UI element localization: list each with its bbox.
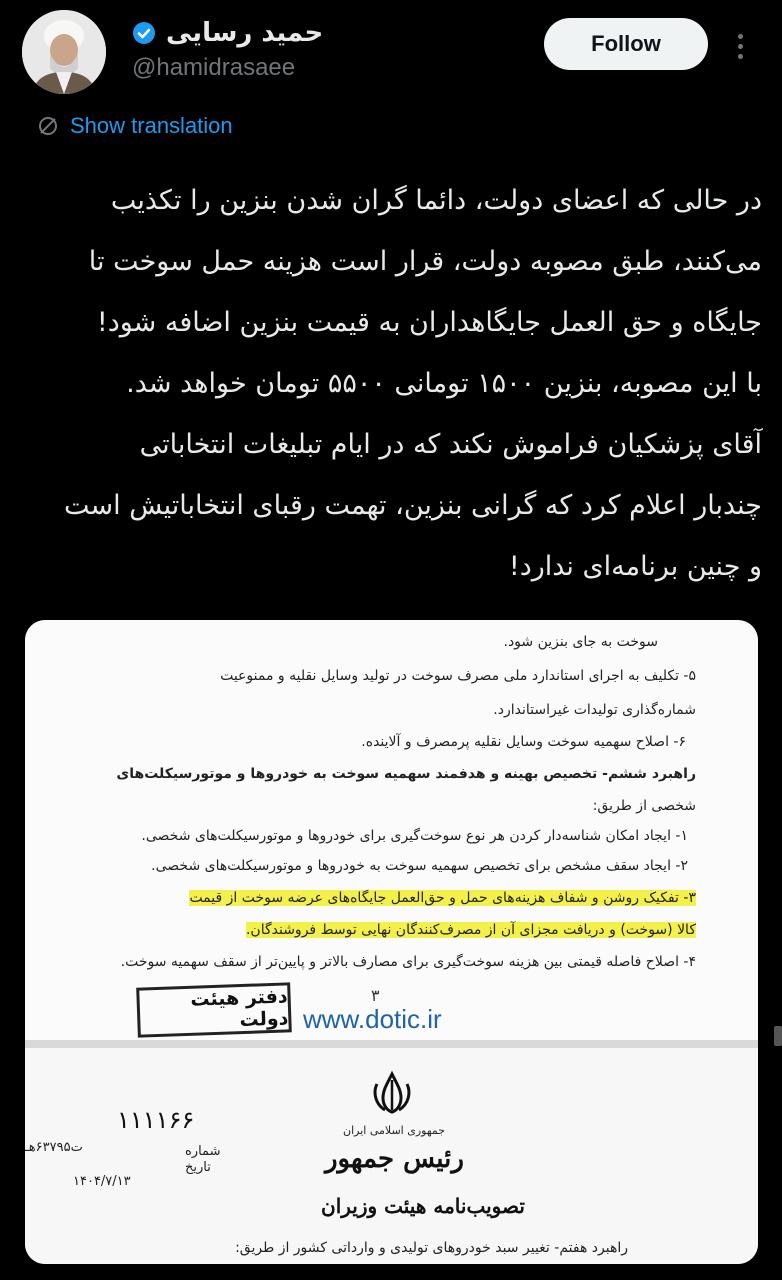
doc-line: ۵- تکلیف به اجرای استاندارد ملی مصرف سوخت در تولید وسایل نقلیه و ممنوعیت: [220, 668, 696, 684]
doc-line: شخصی از طریق:: [592, 798, 696, 814]
avatar-image: [22, 10, 106, 94]
tweet-line: می‌کنند، طبق مصوبه دولت، قرار است هزینه حمل سوخت تا: [88, 246, 762, 277]
document-number: ۱۱۱۱۶۶: [117, 1106, 195, 1134]
doc-line: ۴- اصلاح فاصله قیمتی بین هزینه سوخت‌گیری برای مصارف بالاتر و پایین‌تر از سقف سهمیه سوخت.: [120, 954, 696, 970]
emblem-icon: [369, 1070, 415, 1116]
display-name[interactable]: حمید رسایی: [166, 18, 324, 48]
doc-line-highlighted: کالا (سوخت) و دریافت مجزای آن از مصرف‌کنندگان نهایی توسط فروشندگان.: [245, 922, 696, 938]
user-handle[interactable]: @hamidrasaee: [132, 54, 296, 81]
number-label: شماره: [185, 1144, 221, 1159]
page-divider: [25, 1040, 758, 1048]
show-translation-label[interactable]: Show translation: [70, 113, 233, 138]
document-ref: ت۶۳۷۹۵هـ: [25, 1140, 83, 1155]
tweet-text: [20, 170, 762, 597]
tweet-line: آقای پزشکیان فراموش نکند که در ایام تبلیغات انتخاباتی: [139, 429, 762, 460]
tweet-header: [0, 0, 782, 110]
doc-line: ۶- اصلاح سهمیه سوخت وسایل نقلیه پرمصرف و آلاینده.: [361, 734, 686, 750]
name-row: [132, 18, 323, 48]
avatar[interactable]: [22, 10, 106, 94]
page-number: ۳: [371, 986, 380, 1005]
show-translation-link[interactable]: [36, 113, 233, 139]
follow-button[interactable]: Follow: [544, 18, 708, 70]
author-names: [132, 18, 323, 82]
verified-badge-icon: [132, 21, 156, 45]
translate-icon: [36, 114, 60, 138]
republic-label: جمهوری اسلامی ایران: [343, 1124, 446, 1137]
tweet-line: چندبار اعلام کرد که گرانی بنزین، تهمت رقبای انتخاباتیش است: [63, 490, 762, 521]
attached-document-image[interactable]: [25, 620, 758, 1264]
tweet-line: و چنین برنامه‌ای ندارد!: [508, 551, 762, 582]
tweet-line: با این مصوبه، بنزین ۱۵۰۰ تومانی ۵۵۰۰ تومان خواهد شد.: [126, 368, 762, 399]
doc-line: ۱- ایجاد امکان شناسه‌دار کردن هر نوع سوخت‌گیری برای خودروها و موتورسیکلت‌های شخصی.: [141, 828, 688, 844]
doc-line: ۲- ایجاد سقف مشخص برای تخصیص سهمیه سوخت به خودروها و موتورسیکلت‌های شخصی.: [151, 858, 688, 874]
doc-line-highlighted: ۳- تفکیک روشن و شفاف هزینه‌های حمل و حق‌العمل جایگاه‌های عرضه سوخت از قیمت: [189, 890, 696, 906]
cabinet-office-stamp: دفتر هیئت دولت: [136, 982, 292, 1037]
document-date: ۱۴۰۴/۷/۱۳: [73, 1174, 131, 1189]
doc-line: راهبرد هفتم- تغییر سبد خودروهای تولیدی و وارداتی کشور از طریق:: [235, 1240, 628, 1256]
doc-line: راهبرد ششم- تخصیص بهینه و هدفمند سهمیه سوخت به خودروها و موتورسیکلت‌های: [116, 766, 696, 782]
doc-line: سوخت به جای بنزین شود.: [503, 634, 658, 650]
approval-title: تصویب‌نامه هیئت وزیران: [321, 1194, 525, 1218]
president-title: رئیس جمهور: [325, 1144, 464, 1174]
watermark-url: www.dotic.ir: [303, 1004, 442, 1034]
tweet-line: در حالی که اعضای دولت، دائما گران شدن بنزین را تکذیب: [110, 185, 762, 216]
doc-line: شماره‌گذاری تولیدات غیراستاندارد.: [493, 702, 696, 718]
scroll-indicator[interactable]: [774, 1026, 782, 1046]
more-vertical-icon[interactable]: [728, 28, 752, 64]
letterhead: [25, 1048, 758, 1264]
tweet-line: جایگاه و حق العمل جایگاهداران به قیمت بنزین اضافه شود!: [96, 307, 762, 338]
date-label: تاریخ: [185, 1160, 211, 1175]
